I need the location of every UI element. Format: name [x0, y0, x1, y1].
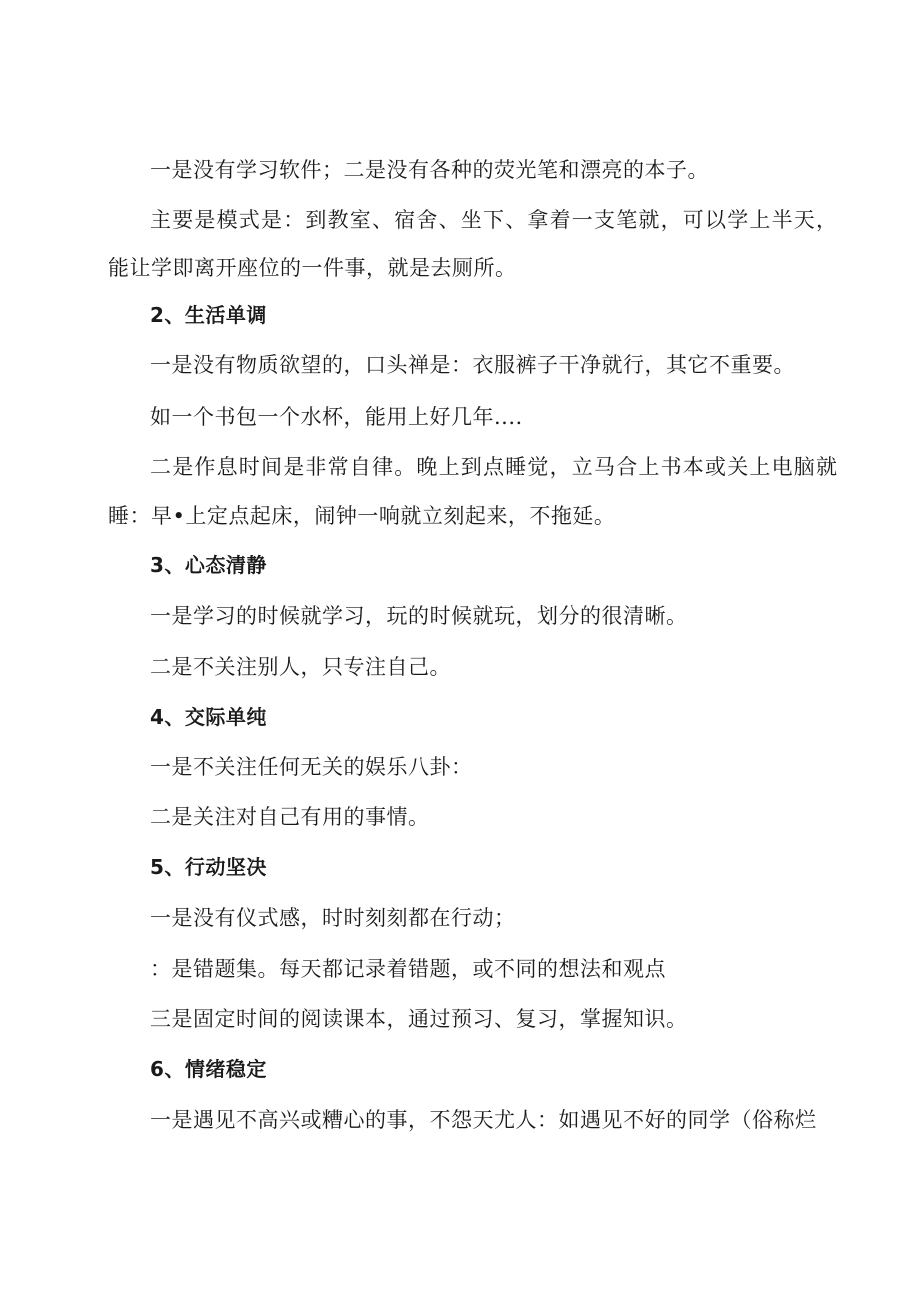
paragraph-line: 二是关注对自己有用的事情。	[150, 805, 430, 829]
section-heading: 4、交际单纯	[150, 705, 267, 729]
paragraph-line: 一是没有物质欲望的，口头禅是：衣服裤子干净就行，其它不重要。	[150, 353, 795, 377]
paragraph-line: 一是遇见不高兴或糟心的事，不怨天尤人：如遇见不好的同学（俗称烂	[150, 1108, 817, 1132]
paragraph-line: 主要是模式是：到教室、宿舍、坐下、拿着一支笔就，可以学上半天，	[150, 208, 839, 232]
paragraph-line: 能让学即离开座位的一件事，就是去厕所。	[108, 256, 517, 280]
section-heading: 5、行动坚决	[150, 855, 267, 879]
paragraph-line: 三是固定时间的阅读课本，通过预习、复习，掌握知识。	[150, 1007, 688, 1031]
paragraph-line: 如一个书包一个水杯，能用上好几年....	[150, 405, 523, 429]
paragraph-line: 一是没有学习软件；二是没有各种的荧光笔和漂亮的本子。	[150, 158, 709, 182]
paragraph-line: 二是作息时间是非常自律。晚上到点睡觉，立马合上书本或关上电脑就	[150, 455, 839, 479]
paragraph-line: 一是学习的时候就学习，玩的时候就玩，划分的很清晰。	[150, 604, 688, 628]
section-heading: 3、心态清静	[150, 553, 267, 577]
paragraph-line: ：是错题集。每天都记录着错题，或不同的想法和观点	[150, 957, 666, 981]
paragraph-line: 一是不关注任何无关的娱乐八卦：	[150, 755, 473, 779]
section-heading: 6、情绪稳定	[150, 1057, 267, 1081]
paragraph-line: 一是没有仪式感，时时刻刻都在行动；	[150, 906, 516, 930]
section-heading: 2、生活单调	[150, 303, 267, 327]
paragraph-line: 睡：早•上定点起床，闹钟一响就立刻起来，不拖延。	[108, 504, 616, 528]
paragraph-line: 二是不关注别人，只专注自己。	[150, 655, 451, 679]
